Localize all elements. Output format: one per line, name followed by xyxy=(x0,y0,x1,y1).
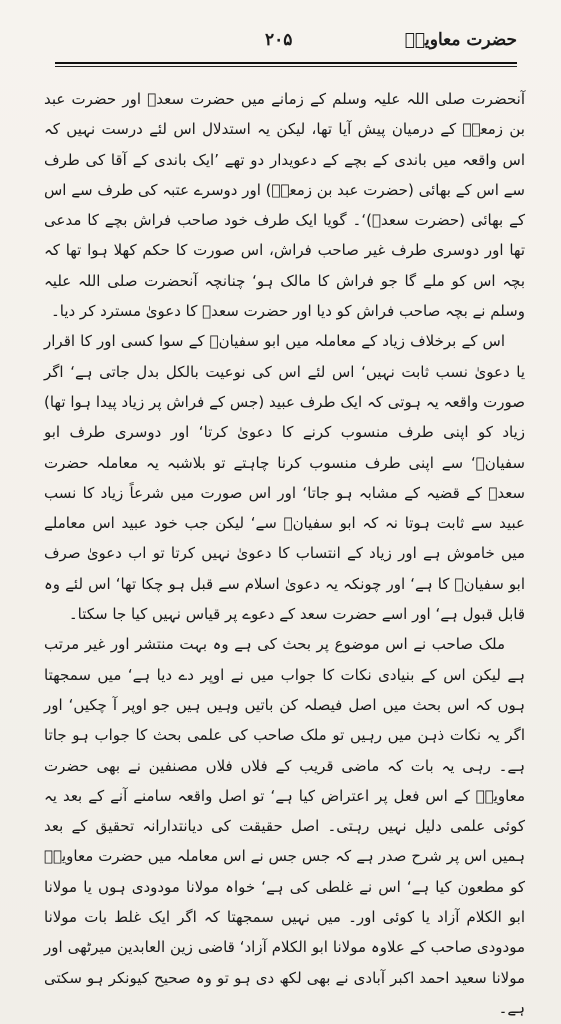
page-header xyxy=(55,26,517,58)
page-number: ۲۰۵ xyxy=(265,30,293,50)
paragraph-1: آنحضرت صلی اللہ علیہ وسلم کے زمانے میں حضرت سعدؓ اور حضرت عبد بن زمعہؓ کے درمیان پیش آیا تھا، لیکن یہ استدلال اس لئے درست نہیں کہ اس واقعہ میں باندی کے بچے کے دعویدار دو تھے ’ایک باندی کے آقا کی طرف سے اس کے بھائی (حضرت عبد بن زمعہؓ) اور دوسرے عتبہ کی طرف سے اس کے بھائی (حضرت سعدؓ)‘۔ گویا ایک طرف خود صاحب فراش بچے کا مدعی تھا اور دوسری طرف غیر صاحب فراش، اس صورت کا حکم کھلا ہوا تھا کہ بچہ اس کو ملے گا جو فراش کا مالک ہو‘ چنانچہ آنحضرت صلی اللہ علیہ وسلم نے بچہ صاحب فراش کو دیا اور حضرت سعدؓ کا دعویٰ مسترد کر دیا۔ xyxy=(44,90,525,321)
header-rule-thin xyxy=(55,66,517,67)
body-text xyxy=(44,84,525,1023)
running-title: حضرت معاویہؓ xyxy=(404,30,517,50)
paragraph-3: ملک صاحب نے اس موضوع پر بحث کی ہے وہ بہت منتشر اور غیر مرتب ہے لیکن اس کے بنیادی نکات کا جواب میں نے اوپر دے دیا ہے‘ میں سمجھتا ہوں کہ اس بحث میں اصل فیصلہ کن باتیں وہیں ہیں جو اوپر آ چکیں‘ اور اگر یہ نکات ذہن میں رہیں تو ملک صاحب کی علمی بحث کا جواب ہو جاتا ہے۔ رہی یہ بات کہ ماضی قریب کے فلاں فلاں مصنفین نے بھی حضرت معاویہؓ کے اس فعل پر اعتراض کیا ہے‘ تو اصل واقعہ سامنے آنے کے بعد یہ کوئی علمی دلیل نہیں رہتی۔ اصل حقیقت کی دیانتدارانہ تحقیق کے بعد ہمیں اس پر شرح صدر ہے کہ جس جس نے اس معاملہ میں حضرت معاویہؓ کو مطعون کیا ہے‘ اس نے غلطی کی ہے‘ خواہ مولانا مودودی ہوں یا مولانا ابو الکلام آزاد یا کوئی اور۔ میں نہیں سمجھتا کہ اگر ایک غلط بات مولانا مودودی صاحب کے علاوہ مولانا ابو الکلام آزاد‘ قاضی زین العابدین میرٹھی اور مولانا سعید احمد اکبر آبادی نے بھی لکھ دی ہو تو وہ صحیح کیونکر ہو سکتی ہے۔ xyxy=(44,635,525,1017)
header-rule xyxy=(55,62,517,64)
paragraph-2: اس کے برخلاف زیاد کے معاملہ میں ابو سفیانؓ کے سوا کسی اور کا اقرار یا دعویٰ نسب ثابت نہیں‘ اس لئے اس کی نوعیت بالکل بدل جاتی ہے‘ اگر صورت واقعہ یہ ہوتی کہ ایک طرف عبید (جس کے فراش پر زیاد پیدا ہوا تھا) زیاد کو اپنی طرف منسوب کرنے کا دعویٰ کرتا‘ اور دوسری طرف ابو سفیانؓ‘ سے اپنی طرف منسوب کرنا چاہتے تو بلاشبہ یہ معاملہ حضرت سعدؓ کے قضیہ کے مشابہ ہو جاتا‘ اور اس صورت میں شرعاً زیاد کا نسب عبید سے ثابت ہوتا نہ کہ ابو سفیانؓ سے‘ لیکن جب خود عبید اس معاملے میں خاموش ہے اور زیاد کے انتساب کا دعویٰ نہیں کرتا تو اب دعویٰ صرف ابو سفیانؓ کا ہے‘ اور چونکہ یہ دعویٰ اسلام سے قبل ہو چکا تھا‘ اس لئے وہ قابل قبول ہے‘ اور اسے حضرت سعد کے دعوے پر قیاس نہیں کیا جا سکتا۔ xyxy=(44,332,525,624)
